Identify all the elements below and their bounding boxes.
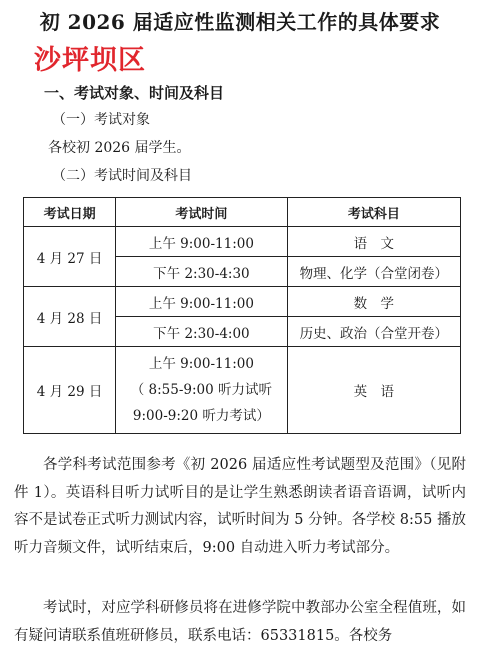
subject-cell: 物理、化学（合堂闭卷） [287,257,460,287]
header-subject: 考试科目 [287,198,460,227]
time-cell: 上午 9:00-11:00 [116,287,287,317]
subject-cell: 数 学 [287,287,460,317]
time-cell: 下午 2:30-4:30 [116,257,287,287]
subject-cell: 英 语 [287,347,460,434]
exam-schedule-table [23,197,461,434]
header-time: 考试时间 [116,198,287,227]
paragraph-exam-scope: 各学科考试范围参考《初 2026 届适应性考试题型及范围》（见附件 1）。英语科目听力试听目的是让学生熟悉朗读者语音语调，试听内容不是试卷正式听力测试内容，试听时间为 5 分钟。各学校 8:55 播放听力音频文件，试听结束后，9:00 自动进入听力考试部分。 [14,457,466,556]
time-cell: 上午 9:00-11:00 [116,227,287,257]
time-cell-multiline [116,347,287,434]
document-title: 初 2026 届适应性监测相关工作的具体要求 [39,10,441,34]
subsection-heading-1: （一）考试对象 [52,112,150,128]
time-line: 上午 9:00-11:00 [148,356,254,372]
date-cell: 4 月 27 日 [24,227,116,287]
subsection-text-1: 各校初 2026 届学生。 [48,140,191,156]
section-heading: 一、考试对象、时间及科目 [44,84,225,102]
time-line: 9:00-9:20 听力考试） [132,408,270,424]
time-cell: 下午 2:30-4:00 [116,317,287,347]
date-cell: 4 月 28 日 [24,287,116,347]
subject-cell: 语 文 [287,227,460,257]
paragraph-exam-duty: 考试时，对应学科研修员将在进修学院中教部办公室全程值班，如有疑问请联系值班研修员，联系电话：65331815。各校务 [14,600,466,644]
subject-cell: 历史、政治（合堂开卷） [287,317,460,347]
date-cell: 4 月 29 日 [24,347,116,434]
district-stamp: 沙坪坝区 [34,45,146,76]
subsection-heading-2: （二）考试时间及科目 [52,168,192,184]
header-date: 考试日期 [24,198,116,227]
time-line: （ 8:55-9:00 听力试听 [130,382,273,398]
